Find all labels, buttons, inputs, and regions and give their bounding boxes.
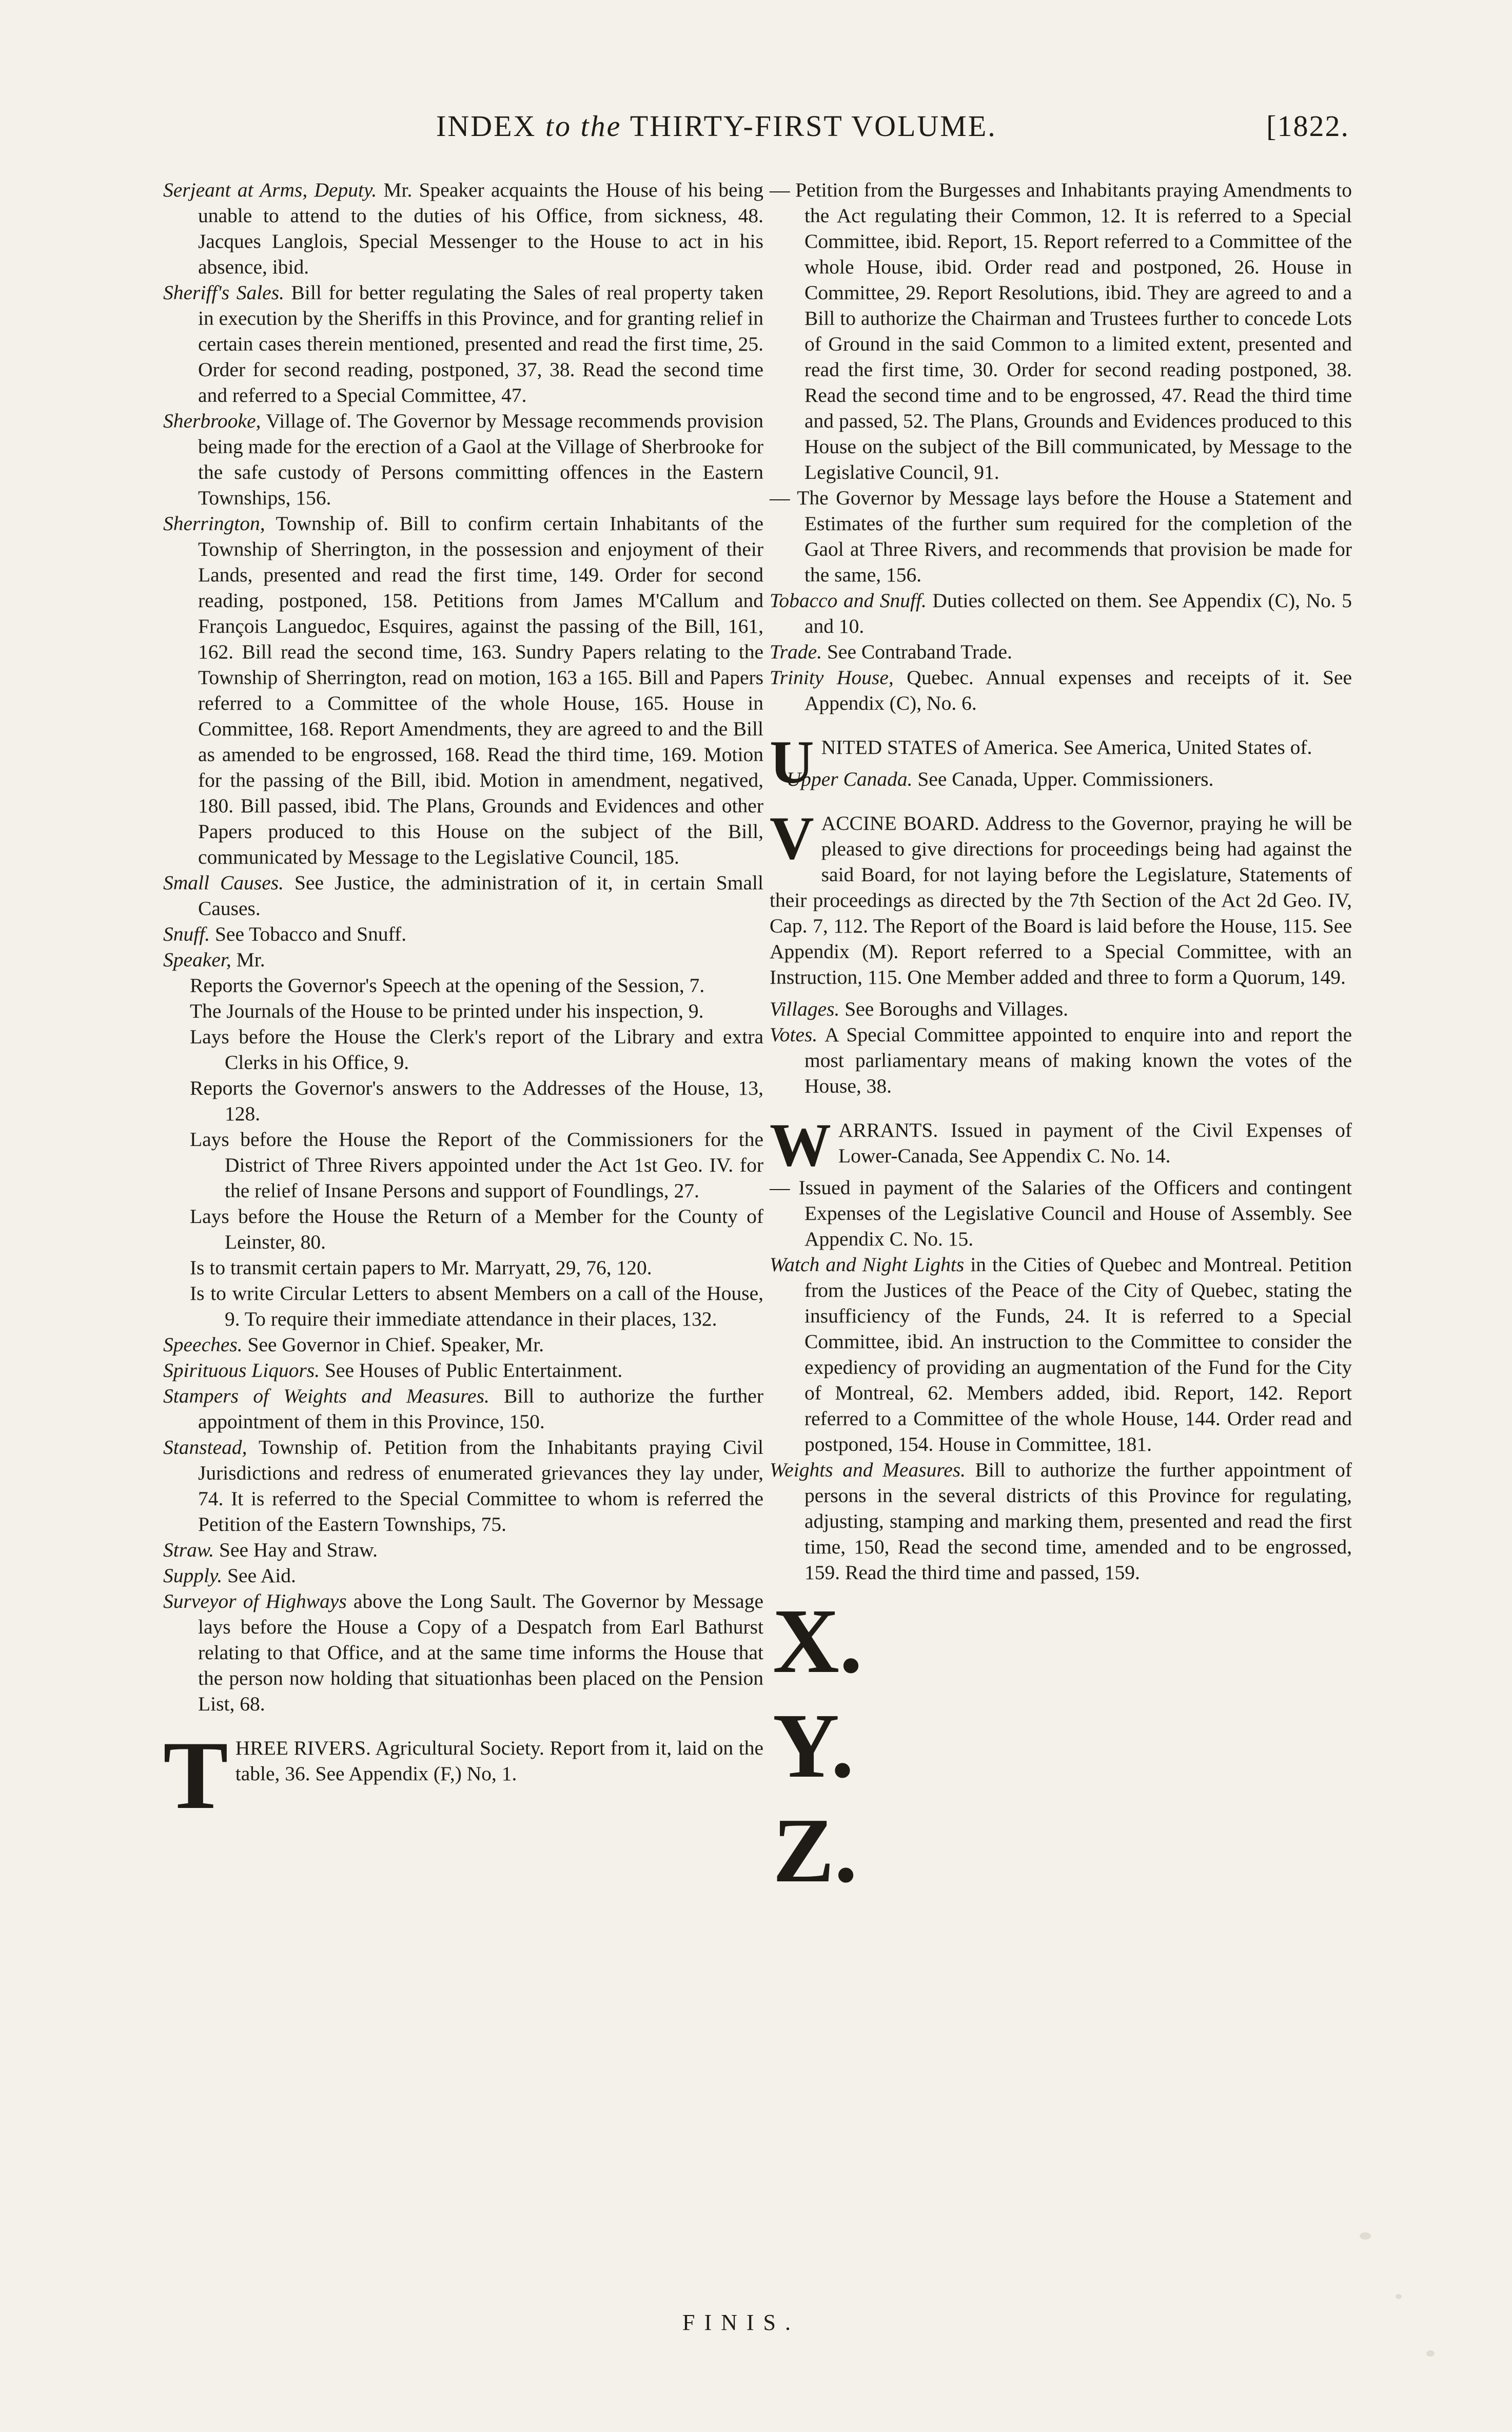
index-entry: Trade. See Contraband Trade. xyxy=(770,640,1012,663)
index-entry: ARRANTS. Issued in payment of the Civil Expenses of Lower-Canada, See Appendix C. No. 14. xyxy=(838,1119,1352,1167)
letter-y: Y. xyxy=(773,1695,854,1797)
index-entry: Stanstead, Township of. Petition from the Inhabitants praying Civil Jurisdictions and redress of enumerated grievances they lay under, 74. It is referred to the Special Committee to whom is referred the Petition of the Eastern Townships, 75. xyxy=(163,1436,763,1535)
speaker-subentry: Reports the Governor's answers to the Addresses of the House, 13, 128. xyxy=(190,1077,763,1125)
index-entry: Sherbrooke, Village of. The Governor by Message recommends provision being made for the erection of a Gaol at the Village of Sherbrooke for the safe custody of Persons committing offences in the Eastern Townships, 156. xyxy=(163,410,763,509)
drop-cap-w: W xyxy=(770,1111,831,1179)
speaker-subentry: Lays before the House the Clerk's report of the Library and extra Clerks in his Office, 9. xyxy=(190,1025,763,1074)
index-entry: Speaker, Mr. xyxy=(163,948,265,971)
title-index: INDEX xyxy=(436,109,537,143)
index-entry: Watch and Night Lights in the Cities of Quebec and Montreal. Petition from the Justices of the Peace of the City of Quebec, stating the insufficiency of the Funds, 24. It is referred to a Special Committee, ibid. An instruction to the Committee to consider the expediency of providing an augmentation of the Fund for the City of Montreal, 62. Members added, ibid. Report, 142. Report referred to a Committee of the whole House, 144. Order read and postponed, 154. House in Committee, 181. xyxy=(770,1253,1352,1455)
left-column xyxy=(163,177,764,1830)
index-entry: Serjeant at Arms, Deputy. Mr. Speaker acquaints the House of his being unable to attend to the duties of his Office, from sickness, 48. Jacques Langlois, Special Messenger to the House to act in his absence, ibid. xyxy=(163,179,763,278)
speaker-subentry: The Journals of the House to be printed under his inspection, 9. xyxy=(190,1000,704,1022)
speaker-subentry: Is to transmit certain papers to Mr. Marryatt, 29, 76, 120. xyxy=(190,1256,652,1279)
paper-spot xyxy=(1426,2350,1435,2357)
index-entry: NITED STATES of America. See America, United States of. xyxy=(821,736,1312,758)
index-entry: ACCINE BOARD. Address to the Governor, praying he will be pleased to give directions for proceedings being had against the said Board, for not laying before the Legislature, Statements of their proceedings as directed by the 7th Section of the Act 2d Geo. IV, Cap. 7, 112. The Report of the Board is laid before the House, 115. See Appendix (M). Report referred to a Special Committee, with an Instruction, 115. One Member added and three to form a Quorum, 149. xyxy=(770,812,1352,988)
index-entry: Votes. A Special Committee appointed to enquire into and report the most parliamentary means of making known the votes of the House, 38. xyxy=(770,1023,1352,1097)
title-volume: THIRTY-FIRST VOLUME. xyxy=(630,109,997,143)
index-entry: Snuff. See Tobacco and Snuff. xyxy=(163,923,407,945)
page-year: [1822. xyxy=(1266,109,1349,143)
section-t xyxy=(163,1722,763,1830)
section-w xyxy=(770,1111,1352,1179)
finis: FINIS. xyxy=(682,2310,800,2335)
drop-cap-v: V xyxy=(770,804,814,872)
index-entry: Trinity House, Quebec. Annual expenses and receipts of it. See Appendix (C), No. 6. xyxy=(770,666,1352,714)
speaker-subentry: Is to write Circular Letters to absent Members on a call of the House, 9. To require their immediate attendance in their places, 132. xyxy=(190,1282,763,1330)
index-entry: Sheriff's Sales. Bill for better regulating the Sales of real property taken in execution by the Sheriffs in this Province, and for granting relief in certain cases therein mentioned, presented and read the first time, 25. Order for second reading, postponed, 37, 38. Read the second time and referred to a Special Committee, 47. xyxy=(163,281,764,406)
letter-x: X. xyxy=(773,1590,862,1692)
paper-spot xyxy=(1396,2294,1402,2299)
index-entry: Small Causes. See Justice, the administration of it, in certain Small Causes. xyxy=(163,871,763,920)
index-entry: Stampers of Weights and Measures. Bill to authorize the further appointment of them in this Province, 150. xyxy=(163,1385,763,1433)
index-entry: — Issued in payment of the Salaries of the Officers and contingent Expenses of the Legislative Council and House of Assembly. See Appendix C. No. 15. xyxy=(770,1176,1352,1250)
index-entry: Weights and Measures. Bill to authorize the further appointment of persons in the several districts of this Province for regulating, adjusting, stamping and marking them, presented and read the first time, 150, Read the second time, amended and to be engrossed, 159. Read the third time and passed, 159. xyxy=(770,1458,1352,1584)
index-entry: Speeches. See Governor in Chief. Speaker, Mr. xyxy=(163,1333,544,1356)
paper-spot xyxy=(1360,2232,1371,2240)
index-entry: Surveyor of Highways above the Long Sault. The Governor by Message lays before the House a Copy of a Despatch from Earl Bathurst relating to that Office, and at the same time informs the House that the person now holding that situationhas been placed on the Pension List, 68. xyxy=(163,1590,763,1715)
speaker-subentry: Reports the Governor's Speech at the opening of the Session, 7. xyxy=(190,974,705,997)
index-entry: Upper Canada. See Canada, Upper. Commissioners. xyxy=(786,768,1214,790)
index-entry: Villages. See Boroughs and Villages. xyxy=(770,998,1069,1020)
letter-z: Z. xyxy=(773,1799,858,1901)
drop-cap-t: T xyxy=(163,1722,228,1830)
speaker-subentry: Lays before the House the Return of a Member for the County of Leinster, 80. xyxy=(190,1205,763,1253)
title-to-the: to the xyxy=(545,109,622,143)
speaker-subentry: Lays before the House the Report of the Commissioners for the District of Three Rivers appointed under the Act 1st Geo. IV. for the relief of Insane Persons and support of Foundlings, 27. xyxy=(190,1128,763,1202)
index-entry: — Petition from the Burgesses and Inhabitants praying Amendments to the Act regulating their Common, 12. It is referred to a Special Committee, ibid. Report, 15. Report referred to a Committee of the whole House, ibid. Order read and postponed, 26. House in Committee, 29. Report Resolutions, ibid. They are agreed to and a Bill to authorize the Chairman and Trustees further to concede Lots of Ground in the said Common to a limited extent, presented and read the first time, 30. Order for second reading postponed, 38. Read the second time and to be engrossed, 47. Read the third time and passed, 52. The Plans, Grounds and Evidences produced to this House on the subject of the Bill communicated, by Message to the Legislative Council, 91. xyxy=(770,179,1352,483)
index-entry: Straw. See Hay and Straw. xyxy=(163,1539,378,1561)
page-title xyxy=(436,109,997,143)
index-entry: Tobacco and Snuff. Duties collected on them. See Appendix (C), No. 5 and 10. xyxy=(770,589,1352,637)
right-column xyxy=(770,177,1352,1899)
index-entry: Supply. See Aid. xyxy=(163,1564,296,1587)
drop-cap-u: U xyxy=(770,728,814,796)
page-header xyxy=(174,109,1349,155)
index-entry: Sherrington, Township of. Bill to confirm certain Inhabitants of the Township of Sherrington, in the possession and enjoyment of their Lands, presented and read the first time, 149. Order for second reading, postponed, 158. Petitions from James M'Callum and François Languedoc, Esquires, against the passing of the Bill, 161, 162. Bill read the second time, 163. Sundry Papers relating to the Township of Sherrington, read on motion, 163 a 165. Bill and Papers referred to a Committee of the whole House, 165. House in Committee, 168. Report Amendments, they are agreed to and the Bill as amended to be engrossed, 168. Read the third time, 169. Motion for the passing of the Bill, ibid. Motion in amendment, negatived, 180. Bill passed, ibid. The Plans, Grounds and Evidences and other Papers produced to this House on the subject of the Bill, communicated by Message to the Legislative Council, 185. xyxy=(163,512,763,868)
index-entry: Spirituous Liquors. See Houses of Public Entertainment. xyxy=(163,1359,623,1382)
section-v xyxy=(770,804,1352,990)
index-entry: HREE RIVERS. Agricultural Society. Report from it, laid on the table, 36. See Appendix (F,) No, 1. xyxy=(235,1737,763,1785)
index-entry: — The Governor by Message lays before the House a Statement and Estimates of the further sum required for the completion of the Gaol at Three Rivers, and recommends that provision be made for the same, 156. xyxy=(770,487,1352,586)
